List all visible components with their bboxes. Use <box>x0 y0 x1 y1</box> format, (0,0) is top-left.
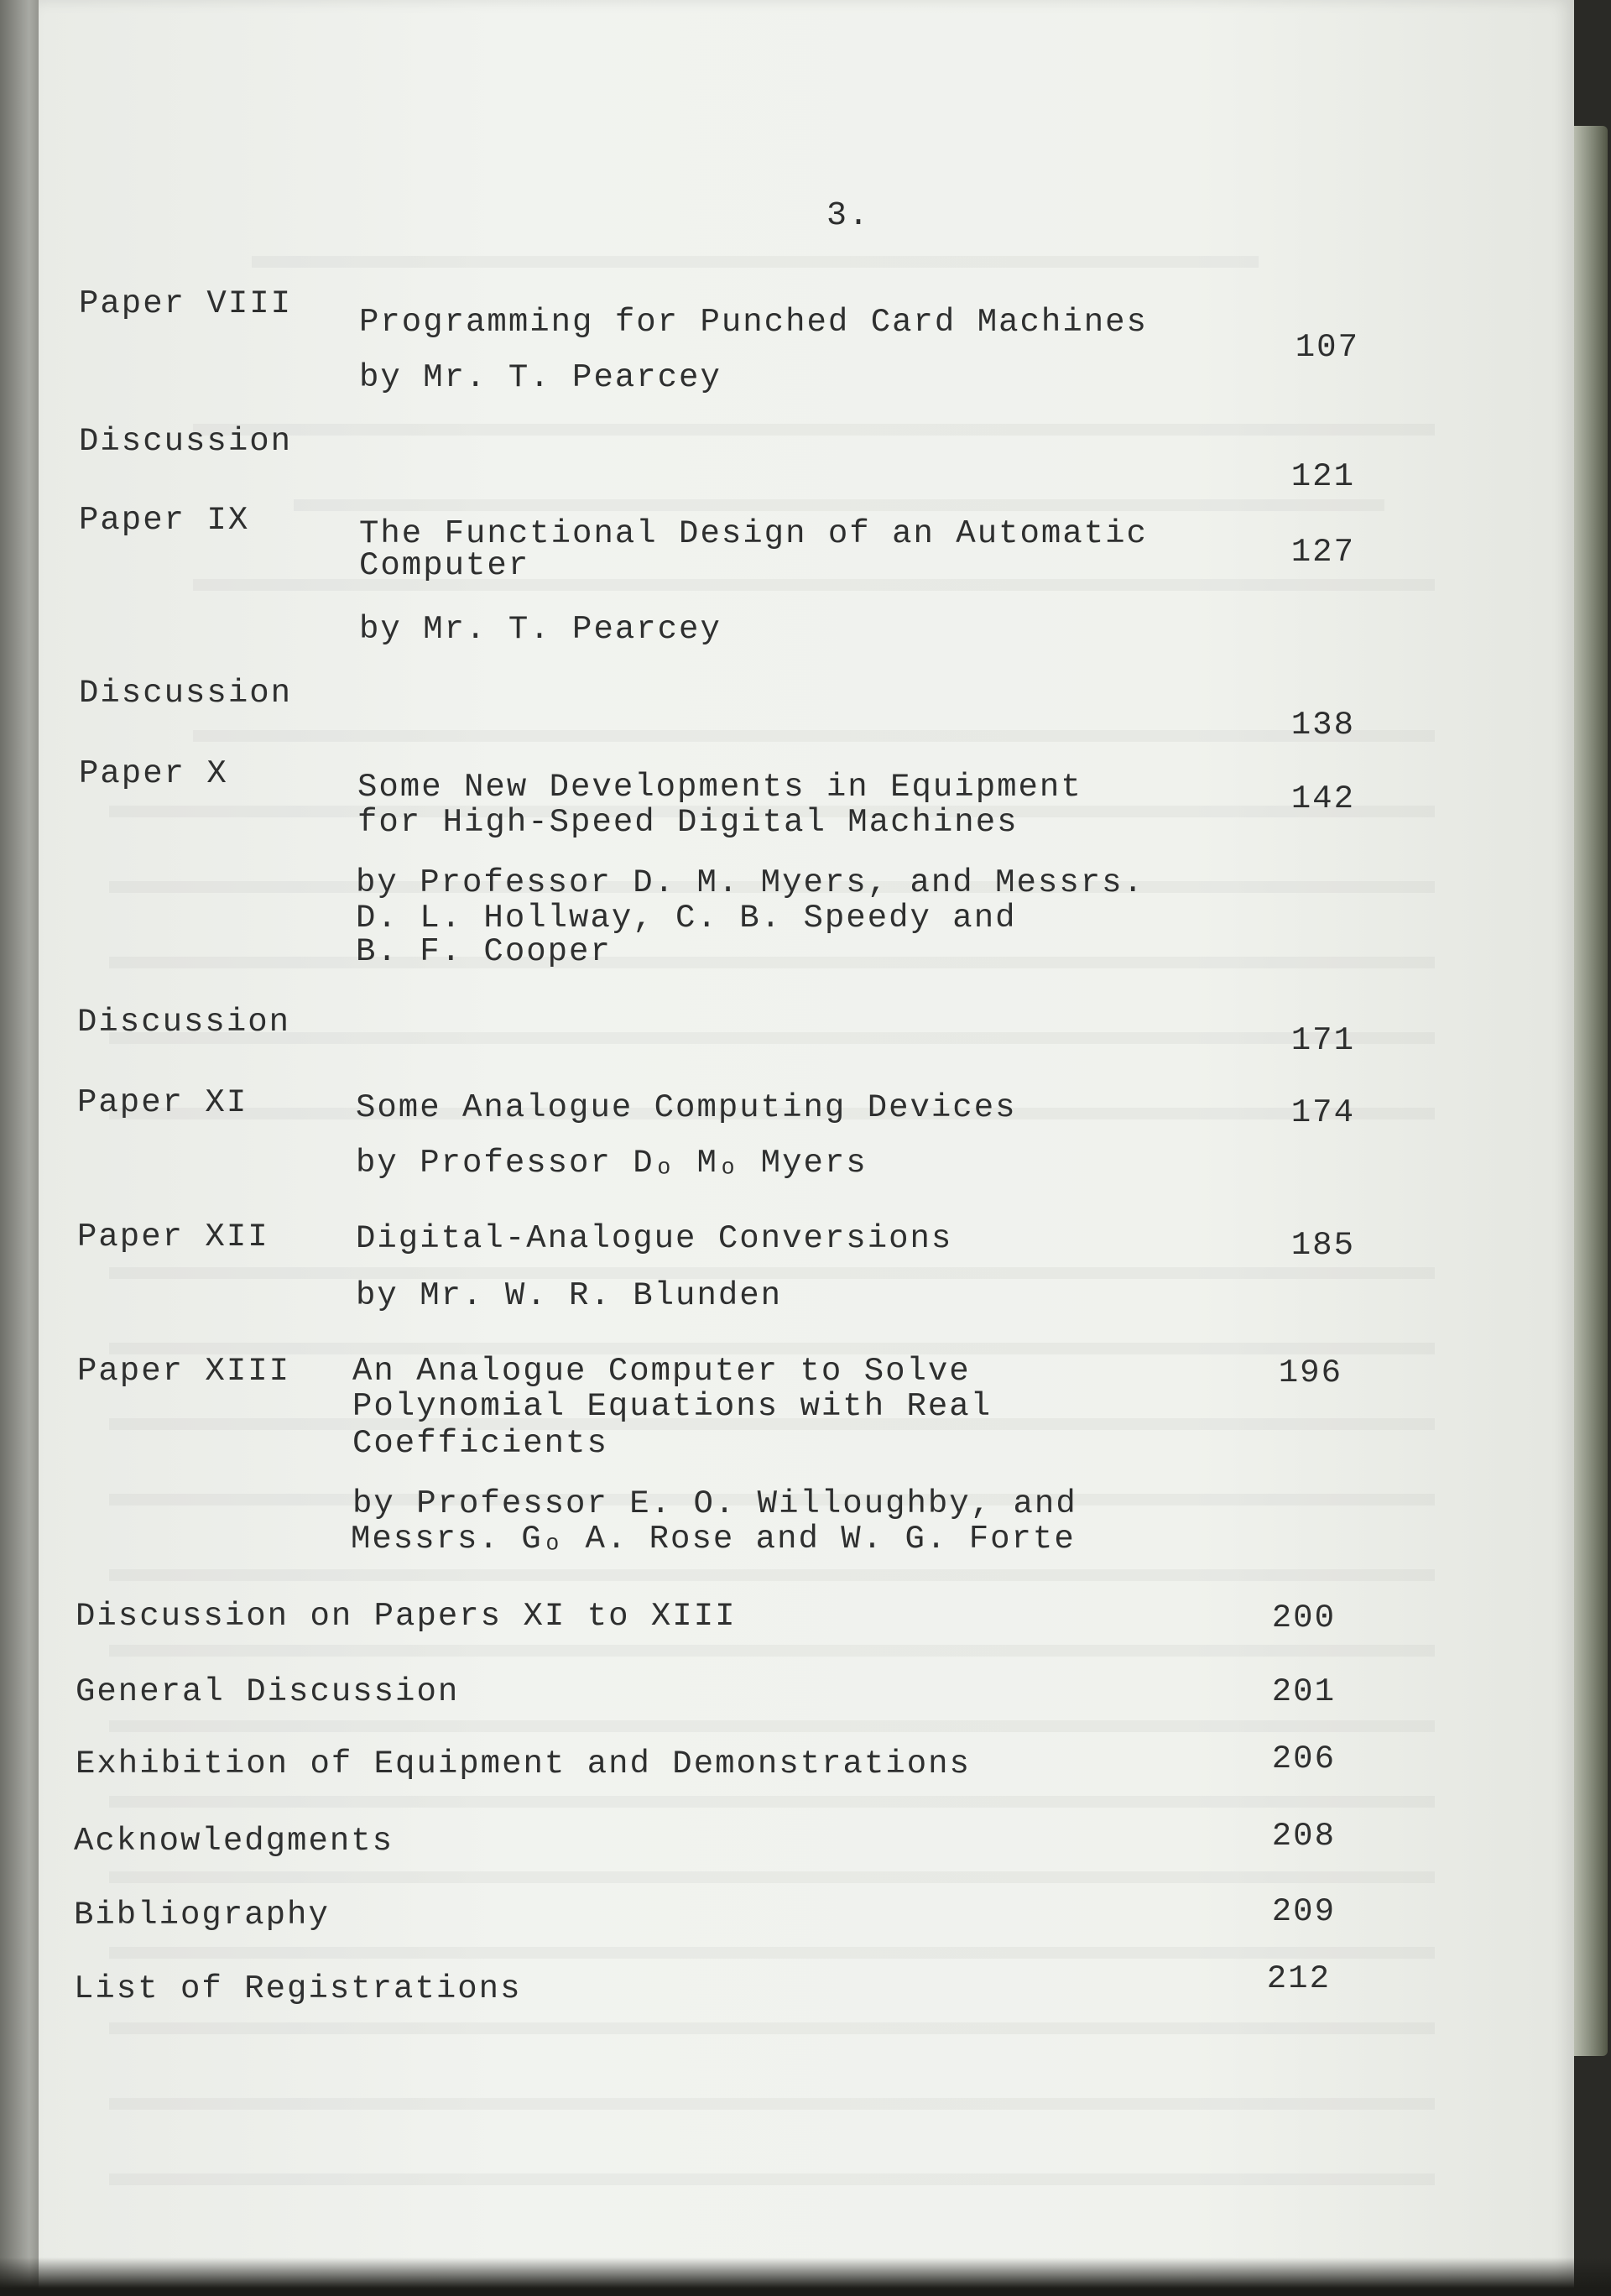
entry-author: by Mr. T. Pearcey <box>359 611 722 648</box>
entry-label: Paper XI <box>77 1084 248 1121</box>
entry-label: Paper VIII <box>79 285 293 322</box>
entry-page: 200 <box>1271 1599 1336 1636</box>
entry-page: 107 <box>1295 329 1359 366</box>
entry-label: Exhibition of Equipment and Demonstrations <box>76 1745 971 1782</box>
entry-title-line: Coefficients <box>352 1425 608 1462</box>
entry-page: 121 <box>1290 458 1355 495</box>
entry-label: Discussion on Papers XI to XIII <box>76 1598 737 1635</box>
entry-author-line: B. F. Cooper <box>356 933 612 970</box>
entry-title-line: An Analogue Computer to Solve <box>352 1353 971 1390</box>
entry-page: 196 <box>1278 1354 1342 1391</box>
entry-page: 212 <box>1266 1960 1331 1997</box>
entry-title-line: The Functional Design of an Automatic <box>359 515 1148 552</box>
entry-label: List of Registrations <box>74 1970 522 2007</box>
entry-author-line: by Professor D. M. Myers, and Messrs. <box>356 864 1144 901</box>
bottom-shadow <box>0 2257 1611 2296</box>
entry-page: 142 <box>1290 780 1355 817</box>
entry-title: Some Analogue Computing Devices <box>356 1089 1017 1126</box>
entry-label: Paper IX <box>79 502 250 539</box>
entry-page: 174 <box>1290 1094 1355 1131</box>
entry-page: 171 <box>1290 1022 1355 1059</box>
entry-page: 206 <box>1271 1740 1336 1777</box>
entry-title-line: Some New Developments in Equipment <box>357 769 1082 806</box>
entry-title: Programming for Punched Card Machines <box>359 304 1148 341</box>
entry-author-line: Messrs. Gₒ A. Rose and W. G. Forte <box>351 1521 1076 1558</box>
entry-page: 208 <box>1271 1818 1336 1855</box>
entry-label: General Discussion <box>76 1673 460 1710</box>
entry-page: 138 <box>1290 707 1355 744</box>
entry-label: Discussion <box>79 423 293 460</box>
entry-page: 209 <box>1271 1893 1336 1930</box>
entry-author: by Mr. W. R. Blunden <box>356 1277 783 1314</box>
entry-label: Bibliography <box>74 1897 330 1933</box>
entry-label: Paper XII <box>77 1218 269 1255</box>
entry-title: Digital-Analogue Conversions <box>356 1220 953 1257</box>
entry-page: 185 <box>1290 1227 1355 1264</box>
entry-title-line: Polynomial Equations with Real <box>352 1388 993 1425</box>
entry-page: 201 <box>1271 1673 1336 1710</box>
entry-author: by Mr. T. Pearcey <box>359 359 722 396</box>
entry-title-line: Computer <box>359 547 530 584</box>
entry-label: Acknowledgments <box>74 1823 394 1860</box>
entry-author: by Professor Dₒ Mₒ Myers <box>356 1145 868 1182</box>
entry-author-line: by Professor E. O. Willoughby, and <box>352 1485 1077 1522</box>
entry-title-line: for High-Speed Digital Machines <box>357 804 1019 841</box>
entry-label: Paper X <box>79 755 228 792</box>
entry-label: Discussion <box>77 1004 291 1041</box>
entry-label: Discussion <box>79 675 293 712</box>
page-number: 3. <box>826 197 871 235</box>
entry-page: 127 <box>1290 534 1355 571</box>
entry-author-line: D. L. Hollway, C. B. Speedy and <box>356 900 1017 937</box>
entry-label: Paper XIII <box>77 1353 291 1390</box>
